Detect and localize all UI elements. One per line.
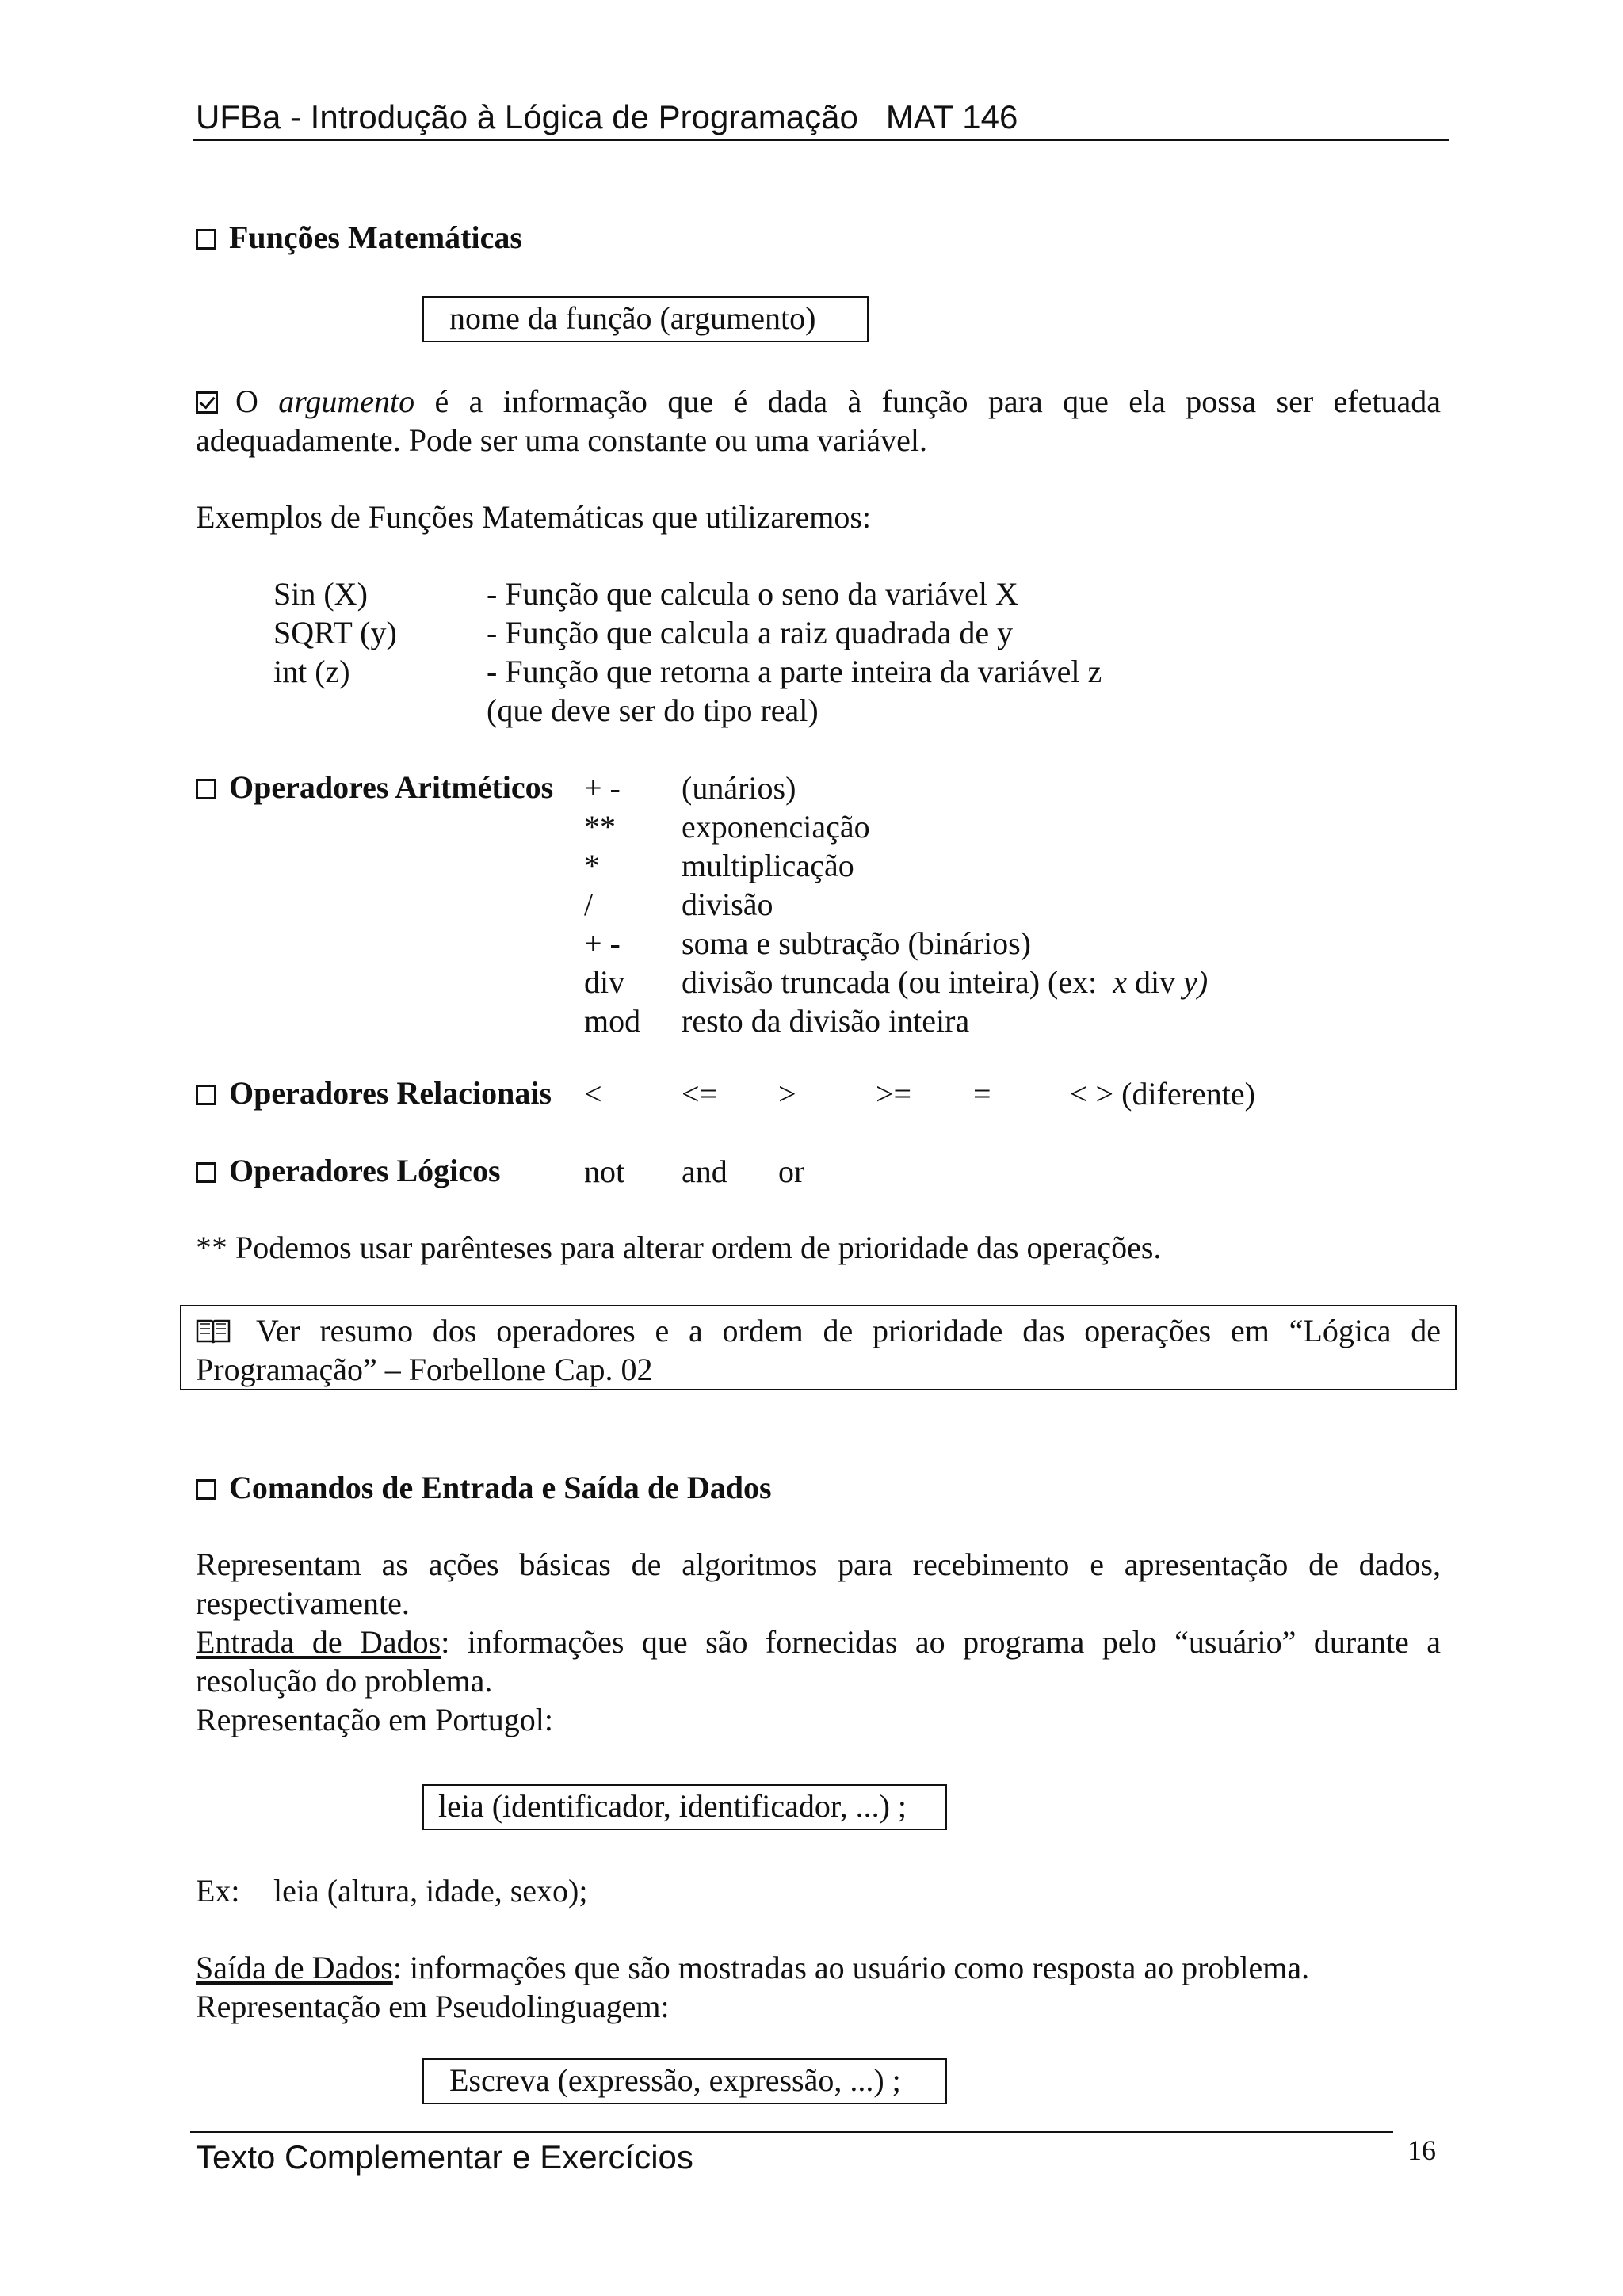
operator-symbol: / [584,887,594,922]
input-repr: Representação em Portugol: [196,1702,553,1737]
io-intro-line1: Representam as ações básicas de algoritmos para recebimento e apresentação de dados, [196,1547,1441,1582]
operator-desc: resto da divisão inteira [682,1003,970,1039]
reference-line2: Programação” – Forbellone Cap. 02 [196,1352,653,1387]
section-title: Operadores Aritméticos [229,769,554,805]
argument-note-line2: adequadamente. Pode ser uma constante ou uma variável. [196,422,927,458]
reference-line1: Ver resumo dos operadores e a ordem de prioridade das operações em “Lógica de [196,1311,1441,1353]
checkbox-square-icon [196,1162,216,1183]
checked-box-icon [196,391,218,414]
output-label: Saída de Dados [196,1950,393,1985]
operator-desc: divisão truncada (ou inteira) (ex: x div y) [682,964,1209,1000]
relational-op: > [778,1076,796,1112]
logical-op: not [584,1154,625,1189]
section-logical [196,1150,501,1192]
example-name: SQRT (y) [273,615,397,650]
example-desc: - Função que calcula o seno da variável X [487,576,1018,612]
footer-text: Texto Complementar e Exercícios [196,2138,693,2176]
header-rule [193,139,1449,141]
example-code: leia (altura, idade, sexo); [273,1873,588,1909]
section-arithmetic [196,767,553,808]
relational-op: >= [876,1076,912,1112]
relational-op: < > (diferente) [1070,1076,1255,1112]
parentheses-note: ** Podemos usar parênteses para alterar ordem de prioridade das operações. [196,1230,1162,1265]
syntax-text: Escreva (expressão, expressão, ...) ; [449,2062,901,2098]
header-course: MAT 146 [885,98,1018,135]
checkbox-square-icon [196,1479,216,1500]
operator-desc: exponenciação [682,809,870,845]
input-line2: resolução do problema. [196,1663,493,1699]
header-title: UFBa - Introdução à Lógica de Programação [196,98,858,135]
relational-op: = [973,1076,991,1112]
syntax-text: leia (identificador, identificador, ...) ; [438,1788,907,1824]
footer-rule [190,2131,1393,2133]
checkbox-square-icon [196,779,216,799]
output-repr: Representação em Pseudolinguagem: [196,1989,670,2024]
example-extra: (que deve ser do tipo real) [487,692,819,728]
book-icon [196,1314,231,1353]
operator-symbol: mod [584,1003,641,1039]
section-title: Operadores Relacionais [229,1075,552,1111]
operator-symbol: ** [584,809,616,845]
section-title: Operadores Lógicos [229,1153,501,1188]
checkbox-square-icon [196,1085,216,1105]
syntax-text: nome da função (argumento) [449,300,816,336]
output-line: Saída de Dados: informações que são mostradas ao usuário como resposta ao problema. [196,1950,1310,1985]
relational-op: <= [682,1076,718,1112]
section-math-functions [196,217,522,258]
operator-symbol: div [584,964,625,1000]
input-label: Entrada de Dados [196,1624,441,1660]
checkbox-square-icon [196,229,216,250]
example-label: Ex: [196,1873,240,1909]
operator-desc: divisão [682,887,773,922]
page-number: 16 [1407,2134,1436,2166]
input-line1: Entrada de Dados: informações que são fornecidas ao programa pelo “usuário” durante a [196,1624,1441,1660]
section-title: Funções Matemáticas [229,219,522,255]
example-desc: - Função que retorna a parte inteira da variável z [487,654,1102,689]
operator-desc: soma e subtração (binários) [682,925,1031,961]
io-intro-line2: respectivamente. [196,1585,410,1621]
relational-op: < [584,1076,602,1112]
syntax-box-output [422,2058,947,2104]
syntax-box-input [422,1784,947,1830]
operator-symbol: + - [584,925,621,961]
syntax-box-function [422,296,869,342]
example-name: Sin (X) [273,576,368,612]
operator-symbol: * [584,848,600,883]
argument-term: argumento [278,383,415,419]
operator-symbol: + - [584,770,621,806]
example-name: int (z) [273,654,350,689]
example-desc: - Função que calcula a raiz quadrada de y [487,615,1014,650]
page-header [196,97,1018,138]
logical-op: and [682,1154,727,1189]
section-relational [196,1073,552,1114]
section-title: Comandos de Entrada e Saída de Dados [229,1470,772,1505]
operator-desc: multiplicação [682,848,854,883]
argument-note-line1: O argumento é a informação que é dada à função para que ela possa ser efetuada [196,382,1441,421]
logical-op: or [778,1154,805,1189]
section-io [196,1467,772,1508]
examples-intro: Exemplos de Funções Matemáticas que utilizaremos: [196,499,871,535]
operator-desc: (unários) [682,770,796,806]
